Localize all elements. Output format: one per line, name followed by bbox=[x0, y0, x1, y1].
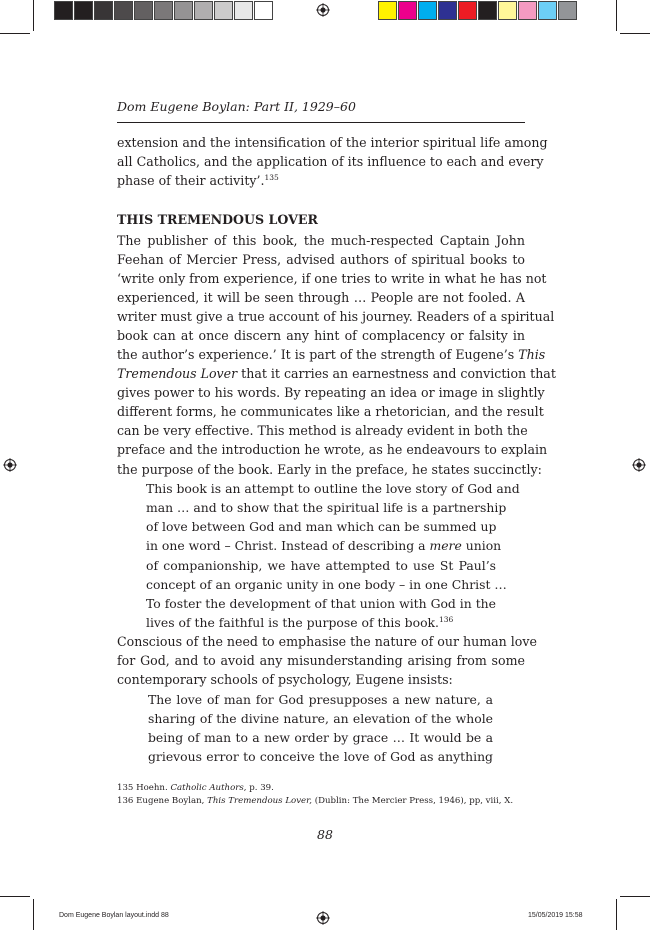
footnote-ref: 136 bbox=[438, 615, 454, 624]
page-number: 88 bbox=[317, 827, 333, 842]
book-title: Catholic Authors bbox=[170, 783, 244, 793]
footnote-number: 135 bbox=[117, 783, 134, 793]
quote-line: The love of man for God presupposes a new nature, a bbox=[148, 692, 493, 707]
registration-mark-icon bbox=[632, 458, 646, 472]
quote-line bbox=[146, 613, 496, 632]
color-swatch bbox=[398, 1, 417, 20]
quote-line: concept of an organic unity in one body – in one Christ … bbox=[146, 577, 507, 592]
color-swatch bbox=[54, 1, 73, 20]
book-title: This bbox=[518, 347, 546, 362]
color-swatch bbox=[174, 1, 193, 20]
quote-line: being of man to a new order by grace … It would be a bbox=[148, 730, 493, 745]
text-span: , p. 39. bbox=[243, 783, 274, 793]
quote-line: man … and to show that the spiritual life is a partnership bbox=[146, 500, 507, 515]
registration-mark-icon bbox=[316, 3, 330, 17]
text-line: gives power to his words. By repeating an idea or image in slightly bbox=[117, 385, 545, 400]
color-swatch bbox=[498, 1, 517, 20]
text-span: Hoehn. bbox=[136, 783, 168, 793]
emphasis: mere bbox=[429, 538, 462, 553]
text-line: Feehan of Mercier Press, advised authors of spiritual books to bbox=[117, 252, 525, 267]
text-span: lives of the faithful is the purpose of this book. bbox=[146, 615, 439, 630]
text-line: ‘write only from experience, if one tries to write in what he has not bbox=[117, 271, 547, 286]
color-swatch bbox=[478, 1, 497, 20]
color-swatch bbox=[254, 1, 273, 20]
text-line bbox=[117, 345, 546, 364]
text-line bbox=[117, 364, 556, 383]
color-swatch bbox=[558, 1, 577, 20]
color-swatch bbox=[154, 1, 173, 20]
text-span: union bbox=[465, 538, 502, 553]
registration-mark-icon bbox=[316, 911, 330, 925]
text-line: different forms, he communicates like a rhetorician, and the result bbox=[117, 404, 544, 419]
text-line: contemporary schools of psychology, Eugene insists: bbox=[117, 672, 453, 687]
text-line: for God, and to avoid any misunderstanding arising from some bbox=[117, 653, 525, 668]
color-swatch bbox=[134, 1, 153, 20]
text-line: Conscious of the need to emphasise the nature of our human love bbox=[117, 634, 537, 649]
text-span: phase of their activity’. bbox=[117, 173, 265, 188]
quote-line: To foster the development of that union with God in the bbox=[146, 596, 496, 611]
slug-timestamp: 15/05/2019 15:58 bbox=[528, 912, 583, 919]
color-swatch bbox=[74, 1, 93, 20]
text-line: book can at once discern any hint of complacency or falsity in bbox=[117, 328, 525, 343]
color-swatch bbox=[378, 1, 397, 20]
text-span: in one word – Christ. Instead of describing a bbox=[146, 538, 426, 553]
book-title: This Tremendous Lover, bbox=[207, 796, 313, 806]
footnote-ref: 135 bbox=[264, 173, 279, 182]
text-line: The publisher of this book, the much-respected Captain John bbox=[117, 233, 525, 248]
quote-line: sharing of the divine nature, an elevation of the whole bbox=[148, 711, 493, 726]
text-line: extension and the intensification of the interior spiritual life among bbox=[117, 135, 548, 150]
text-line bbox=[117, 171, 525, 190]
color-swatch bbox=[194, 1, 213, 20]
section-heading: THIS TREMENDOUS LOVER bbox=[117, 212, 318, 227]
text-line: can be very effective. This method is already evident in both the bbox=[117, 423, 528, 438]
color-swatch bbox=[538, 1, 557, 20]
footnote-number: 136 bbox=[117, 796, 134, 806]
footnote-136 bbox=[117, 795, 513, 808]
text-span: the author’s experience.’ It is part of the strength of Eugene’s bbox=[117, 347, 515, 362]
text-line: writer must give a true account of his journey. Readers of a spiritual bbox=[117, 309, 555, 324]
color-swatch bbox=[234, 1, 253, 20]
quote-line: of love between God and man which can be summed up bbox=[146, 519, 497, 534]
quote-line: grievous error to conceive the love of God as anything bbox=[148, 749, 493, 764]
text-span: that it carries an earnestness and conviction that bbox=[241, 366, 556, 381]
text-line: experienced, it will be seen through … People are not fooled. A bbox=[117, 290, 525, 305]
text-line: all Catholics, and the application of its influence to each and every bbox=[117, 154, 544, 169]
color-swatch bbox=[114, 1, 133, 20]
color-swatch bbox=[214, 1, 233, 20]
text-line: the purpose of the book. Early in the preface, he states succinctly: bbox=[117, 462, 542, 477]
header-rule bbox=[117, 122, 525, 123]
registration-mark-icon bbox=[3, 458, 17, 472]
color-swatch bbox=[438, 1, 457, 20]
color-swatch bbox=[458, 1, 477, 20]
quote-line: of companionship, we have attempted to use St Paul’s bbox=[146, 558, 496, 573]
text-line: preface and the introduction he wrote, as he endeavours to explain bbox=[117, 442, 548, 457]
color-swatch bbox=[418, 1, 437, 20]
quote-line bbox=[146, 536, 502, 555]
footnote-135 bbox=[117, 782, 274, 795]
running-header: Dom Eugene Boylan: Part II, 1929–60 bbox=[117, 99, 356, 114]
color-swatch bbox=[518, 1, 537, 20]
slug-filename: Dom Eugene Boylan layout.indd 88 bbox=[59, 912, 169, 919]
text-span: (Dublin: The Mercier Press, 1946), pp, viii, X. bbox=[314, 796, 514, 806]
book-title: Tremendous Lover bbox=[117, 366, 238, 381]
quote-line: This book is an attempt to outline the love story of God and bbox=[146, 481, 520, 496]
text-span: Eugene Boylan, bbox=[136, 796, 205, 806]
color-swatch bbox=[94, 1, 113, 20]
